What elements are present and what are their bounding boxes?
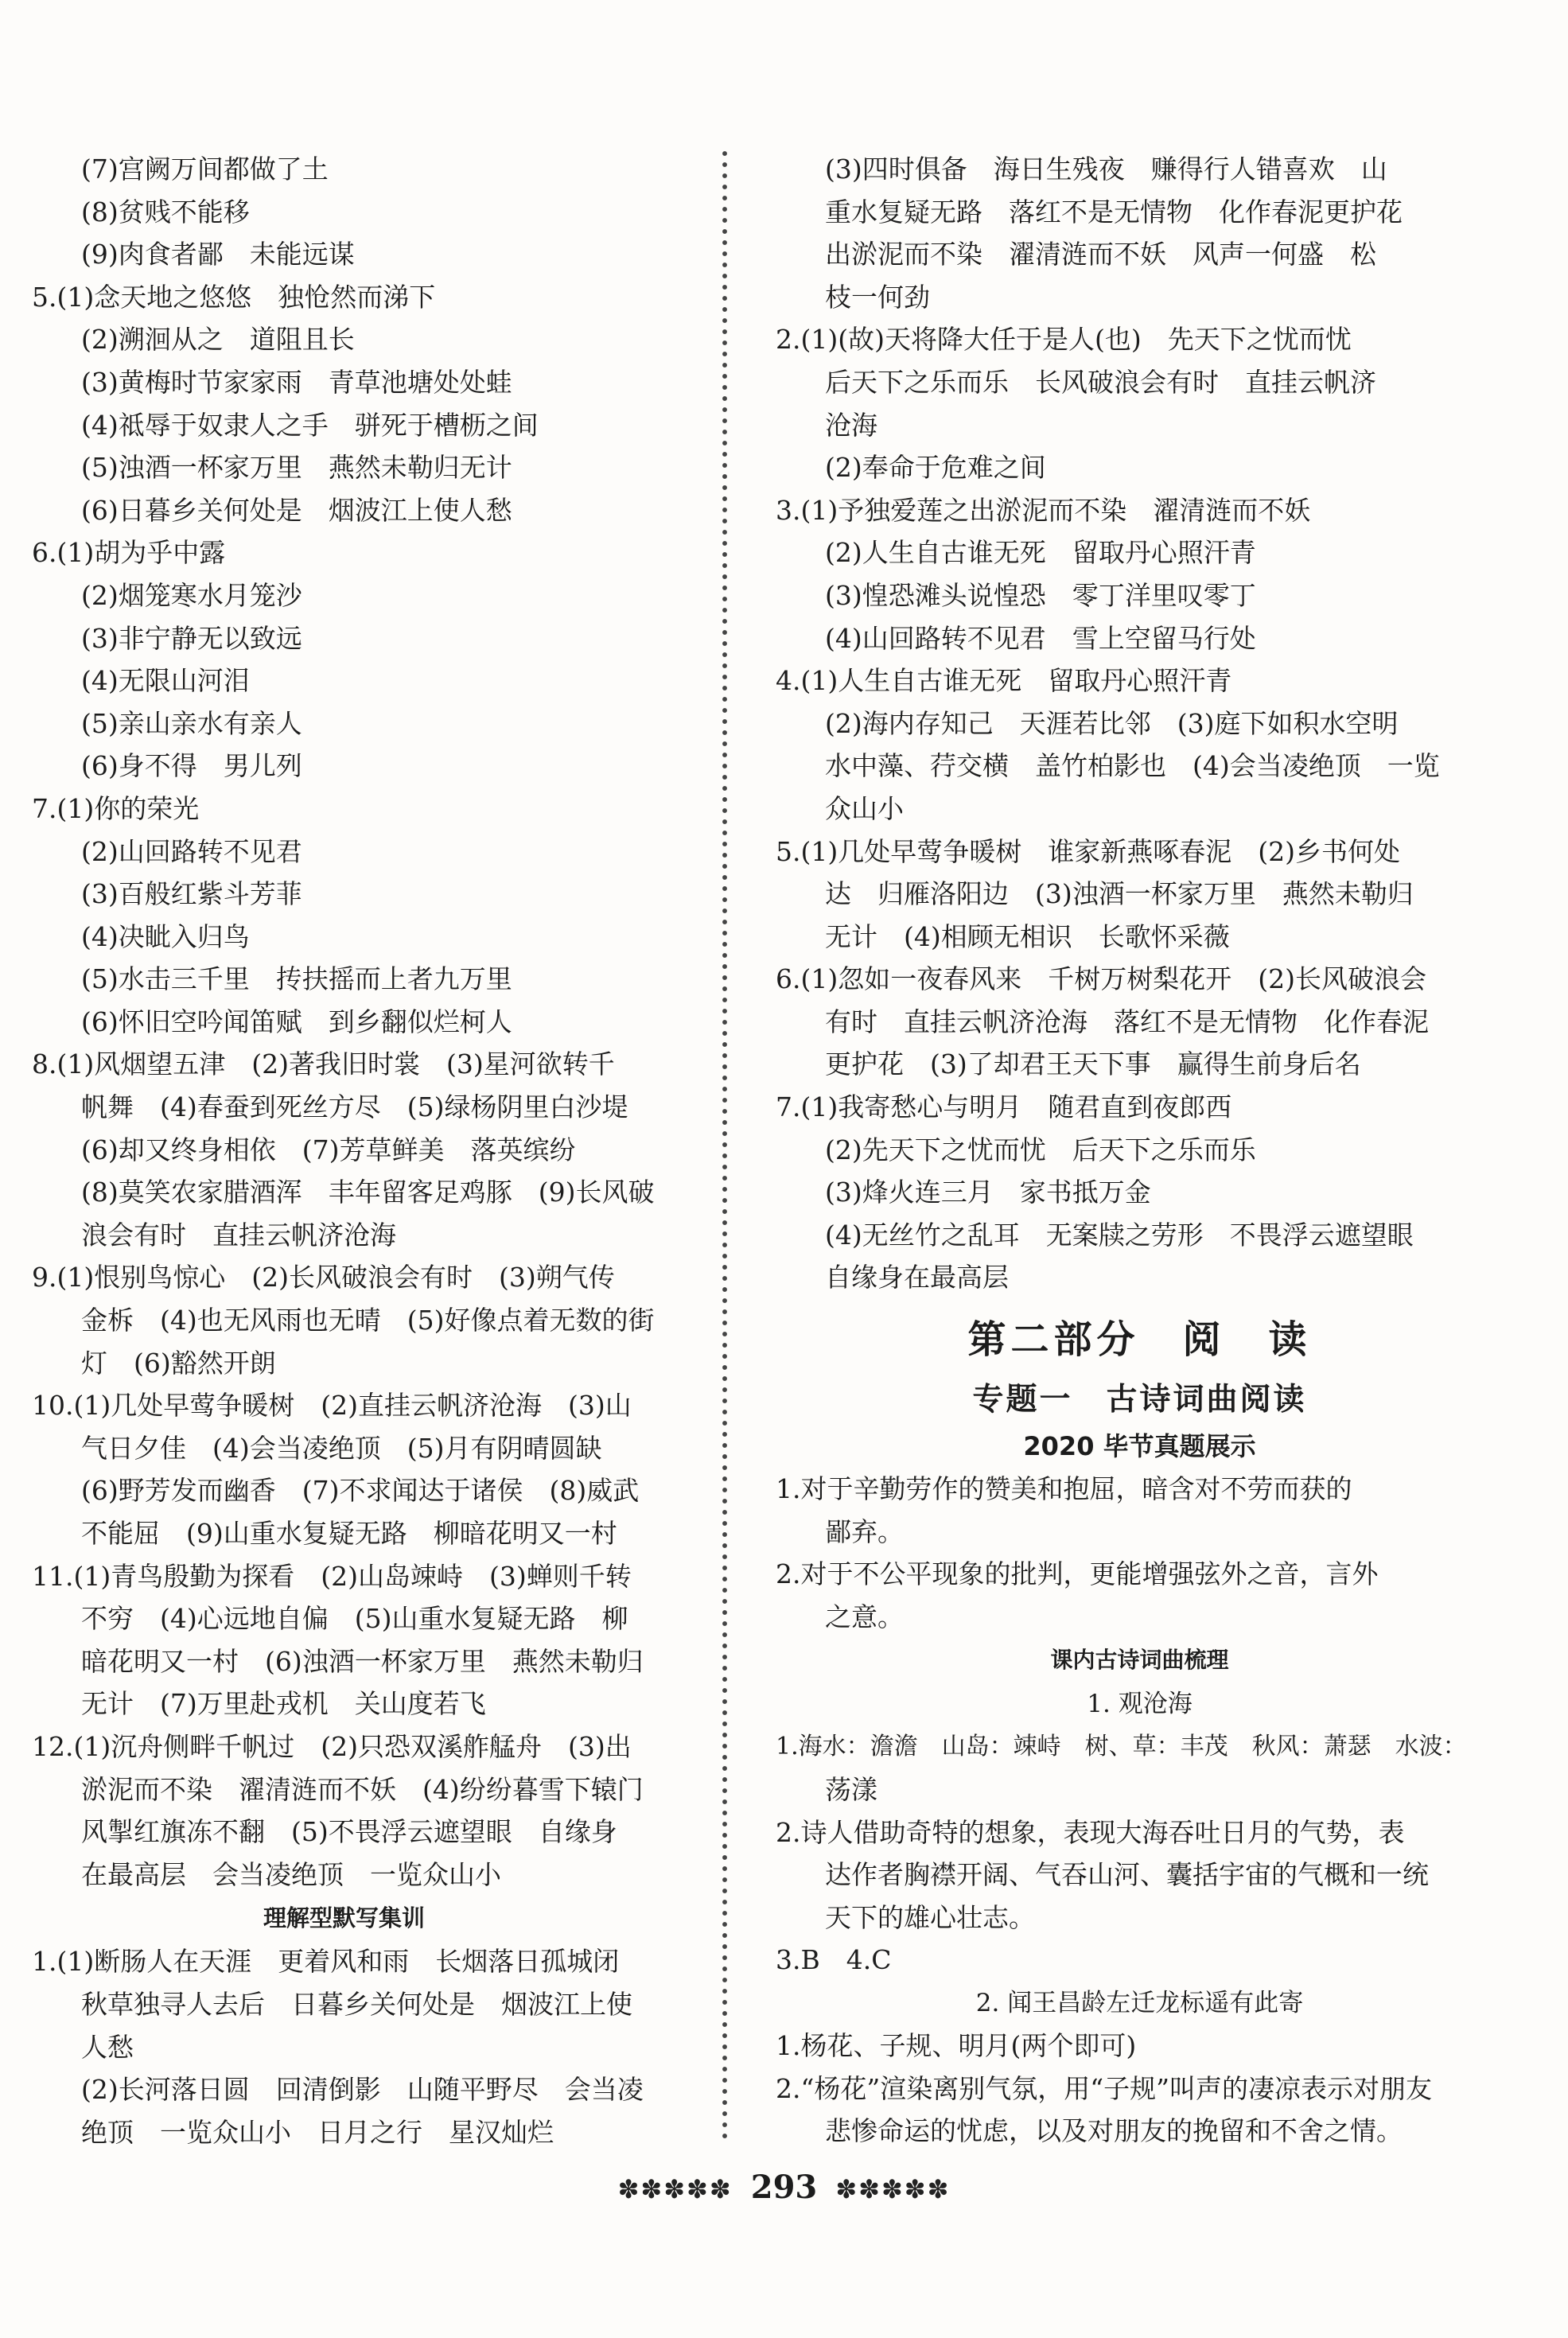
answer-line: 荡漾	[825, 1774, 877, 1805]
poem-title: 1. 观沧海	[1087, 1690, 1193, 1719]
answer-line: 达 归雁洛阳边 (3)浊酒一杯家万里 燕然未勒归	[825, 878, 1414, 910]
answer-line: (6)怀旧空吟闻笛赋 到乡翻似烂柯人	[81, 1006, 512, 1037]
answer-line: 秋草独寻人去后 日暮乡关何处是 烟波江上使	[81, 1988, 632, 2020]
part-title: 第二部分 阅 读	[967, 1317, 1312, 1363]
answer-line: (3)四时俱备 海日生残夜 赚得行人错喜欢 山	[825, 154, 1387, 185]
answer-line: (3)惶恐滩头说惶恐 零丁洋里叹零丁	[825, 579, 1256, 611]
answer-line: (8)莫笑农家腊酒浑 丰年留客足鸡豚 (9)长风破	[81, 1177, 655, 1208]
left-column	[32, 148, 704, 2153]
answer-line: 更护花 (3)了却君王天下事 赢得生前身后名	[825, 1048, 1361, 1080]
answer-line: (3)百般红紫斗芳菲	[81, 878, 302, 910]
answer-line: 6.(1)忽如一夜春风来 千树万树梨花开 (2)长风破浪会	[776, 963, 1426, 995]
answer-line: 2.(1)(故)天将降大任于是人(也) 先天下之忧而忧	[776, 324, 1352, 356]
answer-line: (4)祗辱于奴隶人之手 骈死于槽枥之间	[81, 409, 539, 441]
answer-line: 后天下之乐而乐 长风破浪会有时 直挂云帆济	[825, 366, 1376, 398]
column-divider	[721, 148, 729, 2141]
answer-line: 之意。	[825, 1601, 904, 1632]
page-number: 293	[750, 2169, 818, 2206]
answer-line: 灯 (6)豁然开朗	[81, 1347, 276, 1379]
answer-line: 出淤泥而不染 濯清涟而不妖 风声一何盛 松	[825, 239, 1376, 270]
answer-line: (4)决眦入归鸟	[81, 920, 250, 952]
answer-line: (2)奉命于危难之间	[825, 452, 1046, 484]
answer-line: 10.(1)几处早莺争暖树 (2)直挂云帆济沧海 (3)山	[32, 1390, 632, 1422]
answer-line: 水中藻、荇交横 盖竹柏影也 (4)会当凌绝顶 一览	[825, 750, 1440, 782]
answer-line: 暗花明又一村 (6)浊酒一杯家万里 燕然未勒归	[81, 1645, 644, 1677]
answer-line: 12.(1)沉舟侧畔千帆过 (2)只恐双溪舴艋舟 (3)出	[32, 1730, 632, 1762]
answer-line: 天下的雄心壮志。	[825, 1901, 1035, 1933]
answer-line: 8.(1)风烟望五津 (2)著我旧时裳 (3)星河欲转千	[32, 1048, 615, 1080]
answer-line: 1.杨花、子规、明月(两个即可)	[776, 2029, 1137, 2061]
answer-line: 不能屈 (9)山重水复疑无路 柳暗花明又一村	[81, 1518, 617, 1549]
answer-line: (6)却又终身相依 (7)芳草鲜美 落英缤纷	[81, 1134, 576, 1165]
answer-line: 悲惨命运的忧虑，以及对朋友的挽留和不舍之情。	[825, 2115, 1403, 2147]
answer-line: 7.(1)我寄愁心与明月 随君直到夜郎西	[776, 1091, 1232, 1123]
answer-line: (5)浊酒一杯家万里 燕然未勒归无计	[81, 452, 512, 484]
answer-line: 枝一何劲	[825, 281, 930, 313]
answer-line: 1.(1)断肠人在天涯 更着风和雨 长烟落日孤城闭	[32, 1946, 620, 1978]
answer-line: 3.(1)予独爱莲之出淤泥而不染 濯清涟而不妖	[776, 494, 1311, 526]
answer-line: (2)山回路转不见君	[81, 835, 302, 867]
answer-line: (5)亲山亲水有亲人	[81, 707, 302, 739]
section-title: 理解型默写集训	[263, 1904, 425, 1932]
answer-line: (2)溯洄从之 道阻且长	[81, 324, 355, 356]
answer-line: (2)长河落日圆 回清倒影 山随平野尽 会当凌	[81, 2074, 644, 2106]
answer-line: 人愁	[81, 2031, 134, 2063]
ornament-stars-icon: ✽✽✽✽✽	[835, 2174, 951, 2204]
answer-line: (6)日暮乡关何处是 烟波江上使人愁	[81, 494, 512, 526]
exam-subtitle: 2020 毕节真题展示	[1023, 1431, 1256, 1462]
answer-line: (7)宫阙万间都做了土	[81, 154, 329, 185]
section-title: 课内古诗词曲梳理	[1050, 1647, 1229, 1674]
answer-line: (6)野芳发而幽香 (7)不求闻达于诸侯 (8)威武	[81, 1475, 640, 1507]
answer-line: (6)身不得 男儿列	[81, 750, 302, 782]
answer-line: 无计 (7)万里赴戎机 关山度若飞	[81, 1688, 486, 1720]
topic-title: 专题一 古诗词曲阅读	[972, 1382, 1307, 1418]
right-column	[776, 148, 1504, 2153]
answer-line: 6.(1)胡为乎中露	[32, 537, 226, 569]
answer-line: 淤泥而不染 濯清涟而不妖 (4)纷纷暮雪下辕门	[81, 1773, 644, 1805]
answer-line: (2)先天下之忧而忧 后天下之乐而乐	[825, 1134, 1256, 1165]
answer-line: (4)无限山河泪	[81, 665, 250, 697]
answer-line: (4)山回路转不见君 雪上空留马行处	[825, 622, 1256, 654]
answer-line: (8)贫贱不能移	[81, 196, 250, 228]
answer-line: 4.(1)人生自古谁无死 留取丹心照汗青	[776, 665, 1232, 697]
answer-line: (2)人生自古谁无死 留取丹心照汗青	[825, 537, 1256, 569]
answer-line: 沧海	[825, 409, 877, 441]
answer-line: (2)烟笼寒水月笼沙	[81, 579, 302, 611]
answer-line: 1.海水：澹澹 山岛：竦峙 树、草：丰茂 秋风：萧瑟 水波：	[776, 1733, 1467, 1761]
answer-line: 2.“杨花”渲染离别气氛，用“子规”叫声的凄凉表示对朋友	[776, 2072, 1432, 2104]
answer-line: 气日夕佳 (4)会当凌绝顶 (5)月有阴晴圆缺	[81, 1432, 602, 1464]
answer-line: (5)水击三千里 抟扶摇而上者九万里	[81, 963, 512, 995]
answer-line: 有时 直挂云帆济沧海 落红不是无情物 化作春泥	[825, 1006, 1429, 1037]
answer-line: 9.(1)恨别鸟惊心 (2)长风破浪会有时 (3)朔气传	[32, 1262, 615, 1293]
answer-line: 2.对于不公平现象的批判，更能增强弦外之音，言外	[776, 1558, 1379, 1590]
answer-line: (2)海内存知己 天涯若比邻 (3)庭下如积水空明	[825, 707, 1399, 739]
poem-title: 2. 闻王昌龄左迁龙标遥有此寄	[975, 1988, 1304, 2017]
answer-line: 7.(1)你的荣光	[32, 792, 200, 824]
answer-line: 2.诗人借助奇特的想象，表现大海吞吐日月的气势，表	[776, 1816, 1405, 1848]
answer-line: 达作者胸襟开阔、气吞山河、囊括宇宙的气概和一统	[825, 1859, 1429, 1891]
answer-line: 不穷 (4)心远地自偏 (5)山重水复疑无路 柳	[81, 1603, 628, 1635]
answer-line: 5.(1)念天地之悠悠 独怆然而涕下	[32, 281, 436, 313]
answer-line: 众山小	[825, 792, 904, 824]
answer-line: 在最高层 会当凌绝顶 一览众山小	[81, 1858, 501, 1890]
answer-line: 11.(1)青鸟殷勤为探看 (2)山岛竦峙 (3)蝉则千转	[32, 1560, 632, 1592]
answer-line: 无计 (4)相顾无相识 长歌怀采薇	[825, 920, 1230, 952]
answer-line: (3)烽火连三月 家书抵万金	[825, 1177, 1151, 1208]
answer-line: (3)黄梅时节家家雨 青草池塘处处蛙	[81, 366, 512, 398]
answer-line: (9)肉食者鄙 未能远谋	[81, 239, 355, 270]
page-footer	[0, 2160, 1568, 2215]
answer-line: 浪会有时 直挂云帆济沧海	[81, 1219, 396, 1251]
answer-line: 帆舞 (4)春蚕到死丝方尽 (5)绿杨阴里白沙堤	[81, 1091, 628, 1123]
answer-line: 鄙弃。	[825, 1515, 904, 1547]
answer-line: 5.(1)几处早莺争暖树 谁家新燕啄春泥 (2)乡书何处	[776, 835, 1400, 867]
answer-line: (3)非宁静无以致远	[81, 622, 302, 654]
answer-line: 重水复疑无路 落红不是无情物 化作春泥更护花	[825, 196, 1403, 228]
answer-line: (4)无丝竹之乱耳 无案牍之劳形 不畏浮云遮望眼	[825, 1219, 1414, 1251]
answer-line: 自缘身在最高层	[825, 1262, 1009, 1293]
answer-line: 风掣红旗冻不翻 (5)不畏浮云遮望眼 自缘身	[81, 1816, 617, 1848]
ornament-stars-icon: ✽✽✽✽✽	[617, 2174, 733, 2204]
answer-line: 绝顶 一览众山小 日月之行 星汉灿烂	[81, 2116, 554, 2148]
answer-line: 金柝 (4)也无风雨也无晴 (5)好像点着无数的街	[81, 1305, 655, 1336]
answer-line: 3.B 4.C	[776, 1944, 892, 1976]
answer-line: 1.对于辛勤劳作的赞美和抱屈，暗含对不劳而获的	[776, 1473, 1352, 1505]
